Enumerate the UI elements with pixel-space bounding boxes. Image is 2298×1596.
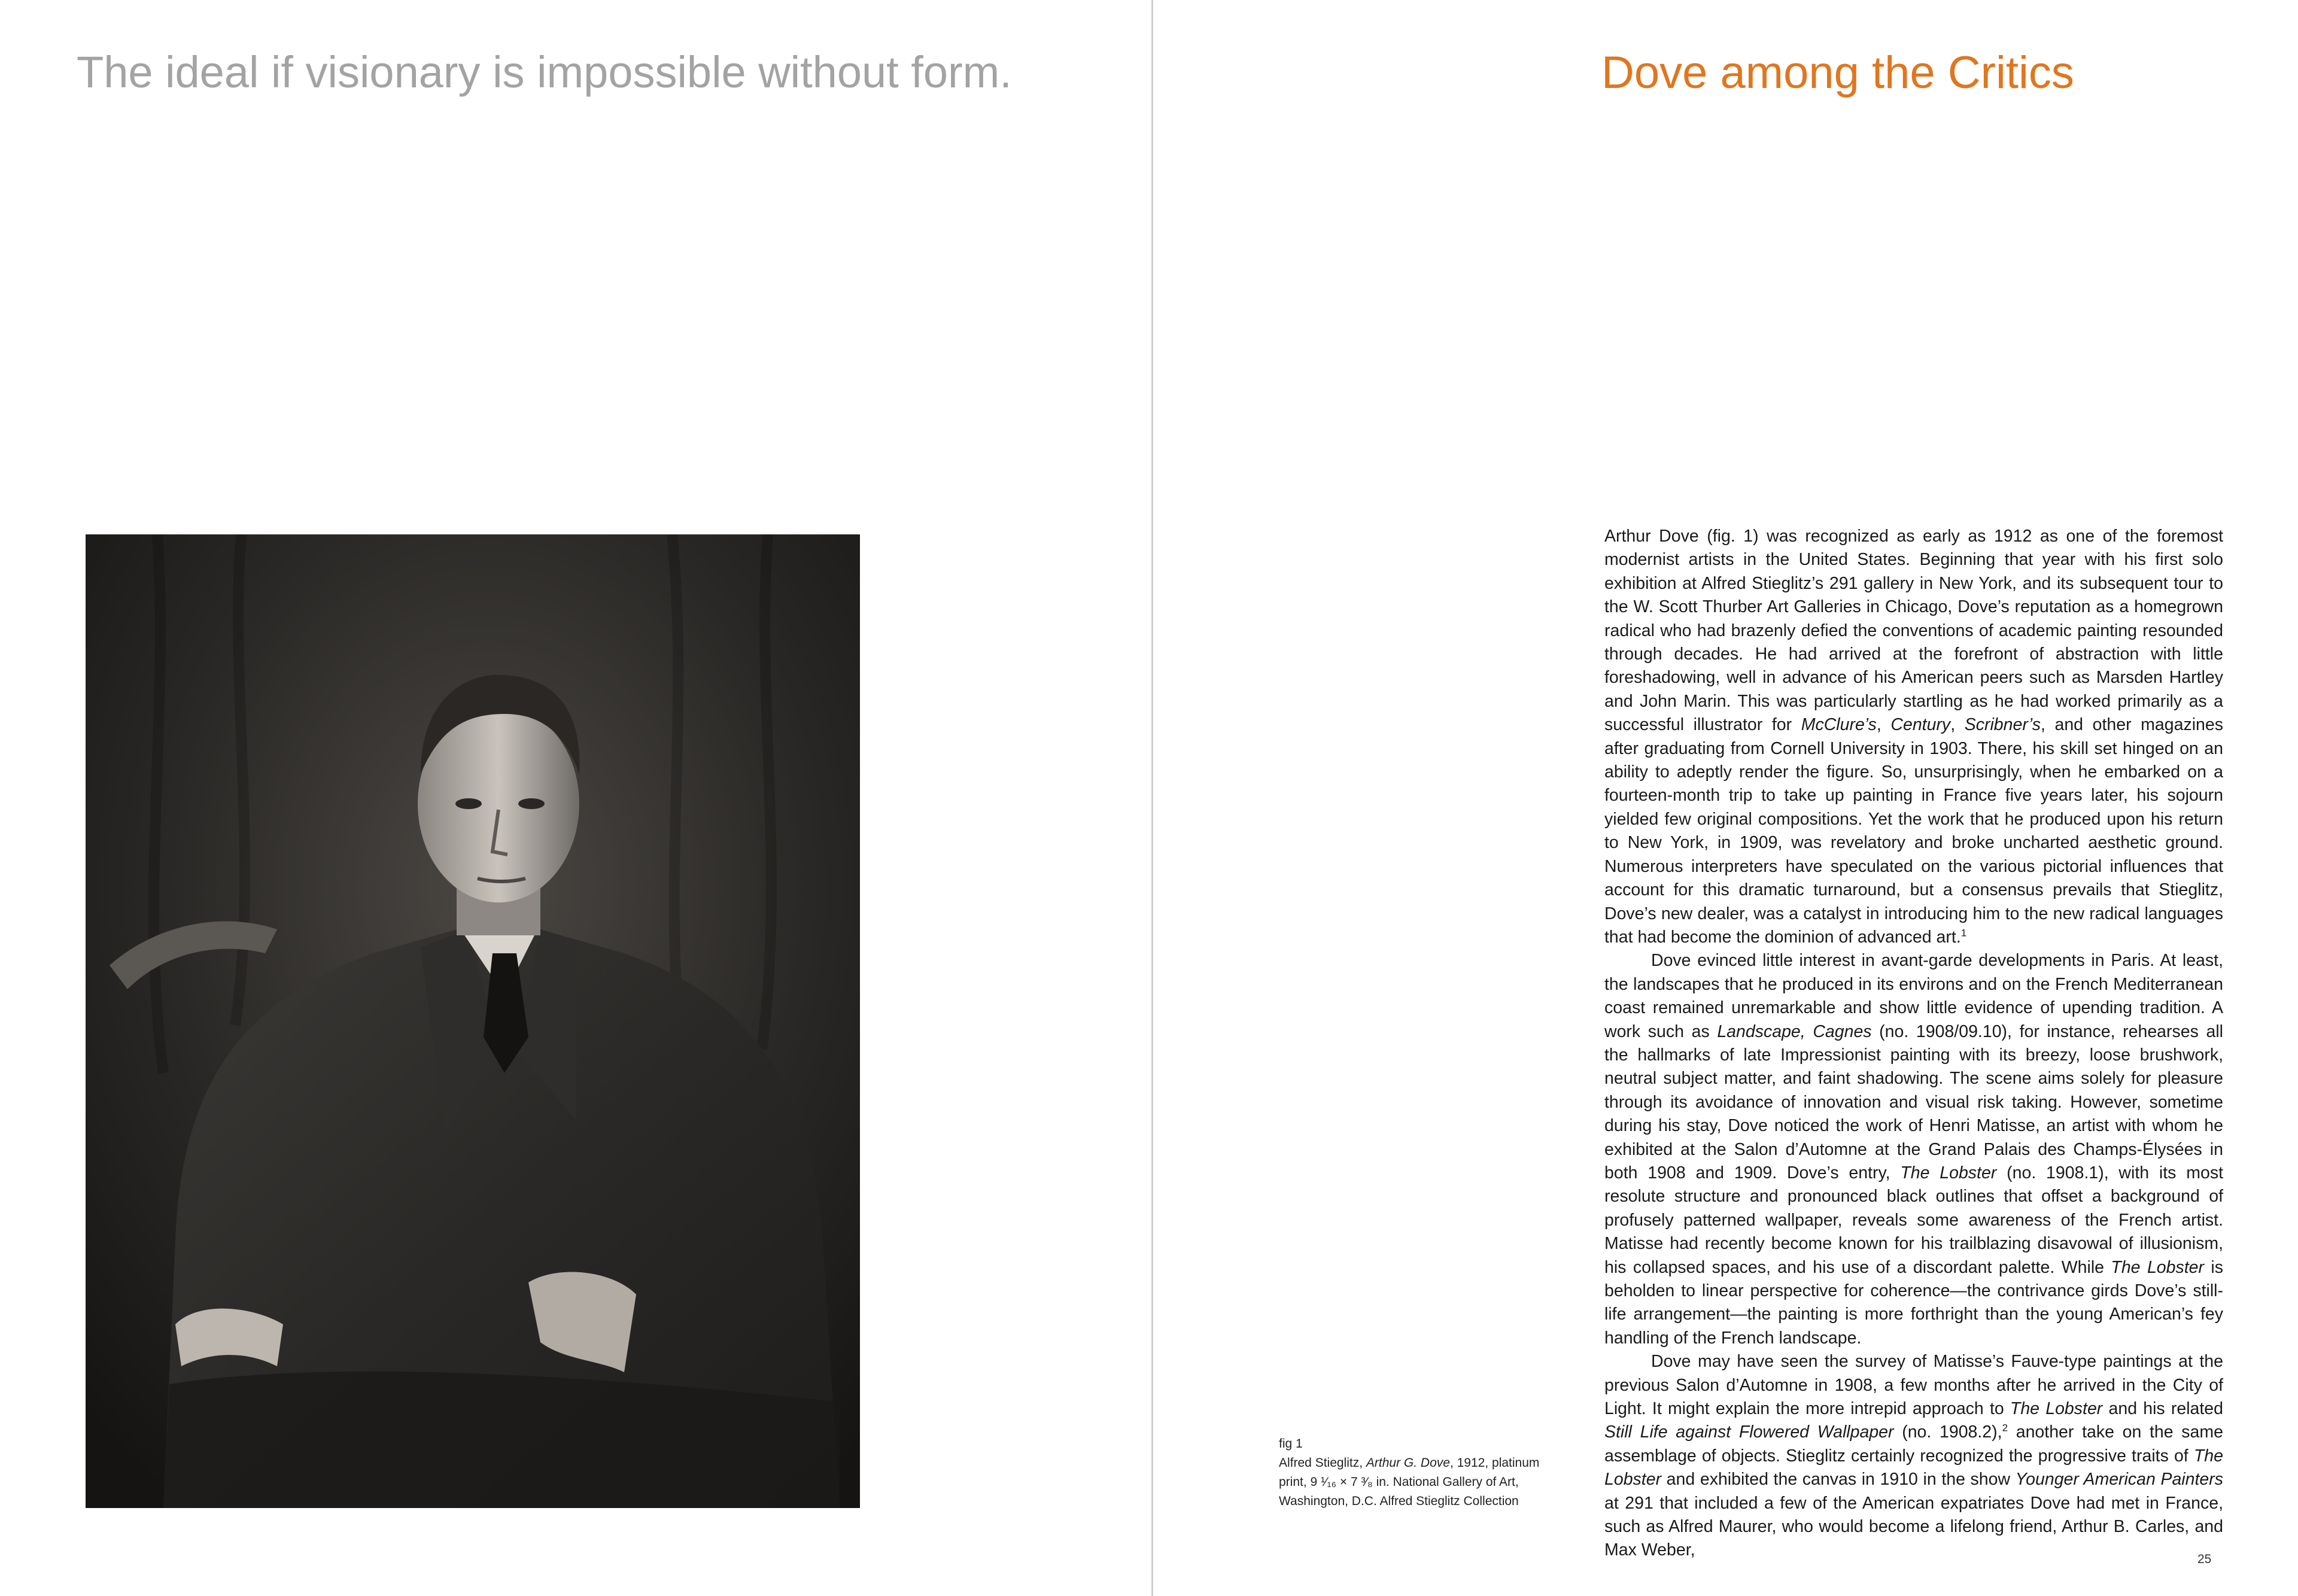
italic-title: McClure’s	[1801, 715, 1877, 735]
page-number: 25	[2197, 1552, 2212, 1566]
italic-title: The Lobster	[2111, 1257, 2205, 1277]
text-run: ,	[1876, 715, 1891, 735]
caption-title: Arthur G. Dove	[1366, 1456, 1450, 1470]
epigraph: The ideal if visionary is impossible without form.	[77, 47, 1012, 97]
book-gutter	[1151, 0, 1153, 1596]
text-run: , and other magazines after graduating from Cornell University in 1903. There, his skill set hinged on an ability to adeptly render the figure. So, unsurprisingly, when he embarked on a fourteen-month trip to take up painting in France five years later, his sojourn yielded few original compositions. Yet the work that he produced upon his return to New York, in 1909, was revelatory and broke uncharted aesthetic ground. Numerous interpreters have speculated on the various pictorial influences that account for this dramatic turnaround, but a consensus prevails that Stieglitz, Dove’s new dealer, was a catalyst in introducing him to the new radical languages that had become the dominion of advanced art.	[1604, 715, 2223, 947]
text-run: (no. 1908.1), with its most resolute structure and pronounced black outlines that offset a background of profusely patterned wallpaper, reveals some awareness of the French artist. Matisse had recently become known for his trailblazing disavowal of illusionism, his collapsed spaces, and his use of a discordant palette. While	[1604, 1163, 2223, 1277]
italic-title: Landscape, Cagnes	[1717, 1022, 1872, 1041]
text-run: another take on the same assemblage of objects. Stieglitz certainly recognized the progressive traits of	[1604, 1422, 2223, 1466]
text-run: and his related	[2102, 1399, 2223, 1419]
body-paragraph	[1604, 1350, 2223, 1562]
chapter-title: Dove among the Critics	[1601, 47, 2074, 98]
portrait-photo	[86, 534, 860, 1508]
text-run: and exhibited the canvas in 1910 in the show	[1661, 1470, 2016, 1489]
caption-author: Alfred Stieglitz,	[1279, 1456, 1366, 1470]
footnote-marker: 1	[1960, 927, 1967, 939]
italic-title: Century	[1890, 715, 1951, 735]
text-run: (no. 1908/09.10), for instance, rehearses all the hallmarks of late Impressionist painting with its breezy, loose brushwork, neutral subject matter, and faint shadowing. The scene aims solely for pleasure through its avoidance of innovation and visual risk taking. However, sometime during his stay, Dove noticed the work of Henri Matisse, an artist with whom he exhibited at the Salon d’Automne at the Grand Palais des Champs-Élysées in both 1908 and 1909. Dove’s entry,	[1604, 1022, 2223, 1182]
text-run: at 291 that included a few of the American expatriates Dove had met in France, such as Alfred Maurer, who would become a lifelong friend, Arthur B. Carles, and Max Weber,	[1604, 1493, 2223, 1560]
figure-caption	[1279, 1434, 1560, 1511]
italic-title: The Lobster	[2010, 1399, 2103, 1419]
text-run: is beholden to linear perspective for coherence—the contrivance girds Dove’s still-life arrangement—the painting is more forthright than the young American’s fey handling of the French landscape.	[1604, 1257, 2224, 1348]
text-run: Arthur Dove (fig. 1) was recognized as early as 1912 as one of the foremost modernist artists in the United States. Beginning that year with his first solo exhibition at Alfred Stieglitz’s 291 gallery in New York, and its subsequent tour to the W. Scott Thurber Art Galleries in Chicago, Dove’s reputation as a homegrown radical who had brazenly defied the conventions of academic painting resounded through decades. He had arrived at the forefront of abstraction with little foreshadowing, well in advance of his American peers such as Marsden Hartley and John Marin. This was particularly startling as he had worked primarily as a successful illustrator for	[1604, 527, 2223, 735]
caption-details: , 1912, platinum print, 9 ¹⁄₁₆ × 7 ³⁄₈ in. National Gallery of Art, Washington, D.C. Alfred Stieglitz Collection	[1279, 1456, 1540, 1508]
italic-title: Younger American Painters	[2015, 1470, 2223, 1489]
text-run: Dove may have seen the survey of Matisse’s Fauve-type paintings at the previous Salon d’Automne in 1908, a few months after he arrived in the City of Light. It might explain the more intrepid approach to	[1604, 1352, 2223, 1419]
text-run: (no. 1908.2),	[1893, 1422, 2002, 1442]
text-run: Dove evinced little interest in avant-garde developments in Paris. At least, the landscapes that he produced in its environs and on the French Mediterranean coast remained unremarkable and show little evidence of upending tradition. A work such as	[1604, 951, 2223, 1041]
body-text	[1604, 525, 2223, 1562]
italic-title: The Lobster	[1900, 1163, 1997, 1182]
italic-title: The Lobster	[1604, 1446, 2223, 1489]
body-paragraph	[1604, 525, 2223, 949]
italic-title: Scribner’s	[1964, 715, 2041, 735]
italic-title: Still Life against Flowered Wallpaper	[1604, 1422, 1894, 1442]
figure-label: fig 1	[1279, 1437, 1303, 1451]
body-paragraph	[1604, 949, 2223, 1350]
footnote-marker: 2	[2002, 1422, 2008, 1434]
text-run: ,	[1950, 715, 1965, 735]
